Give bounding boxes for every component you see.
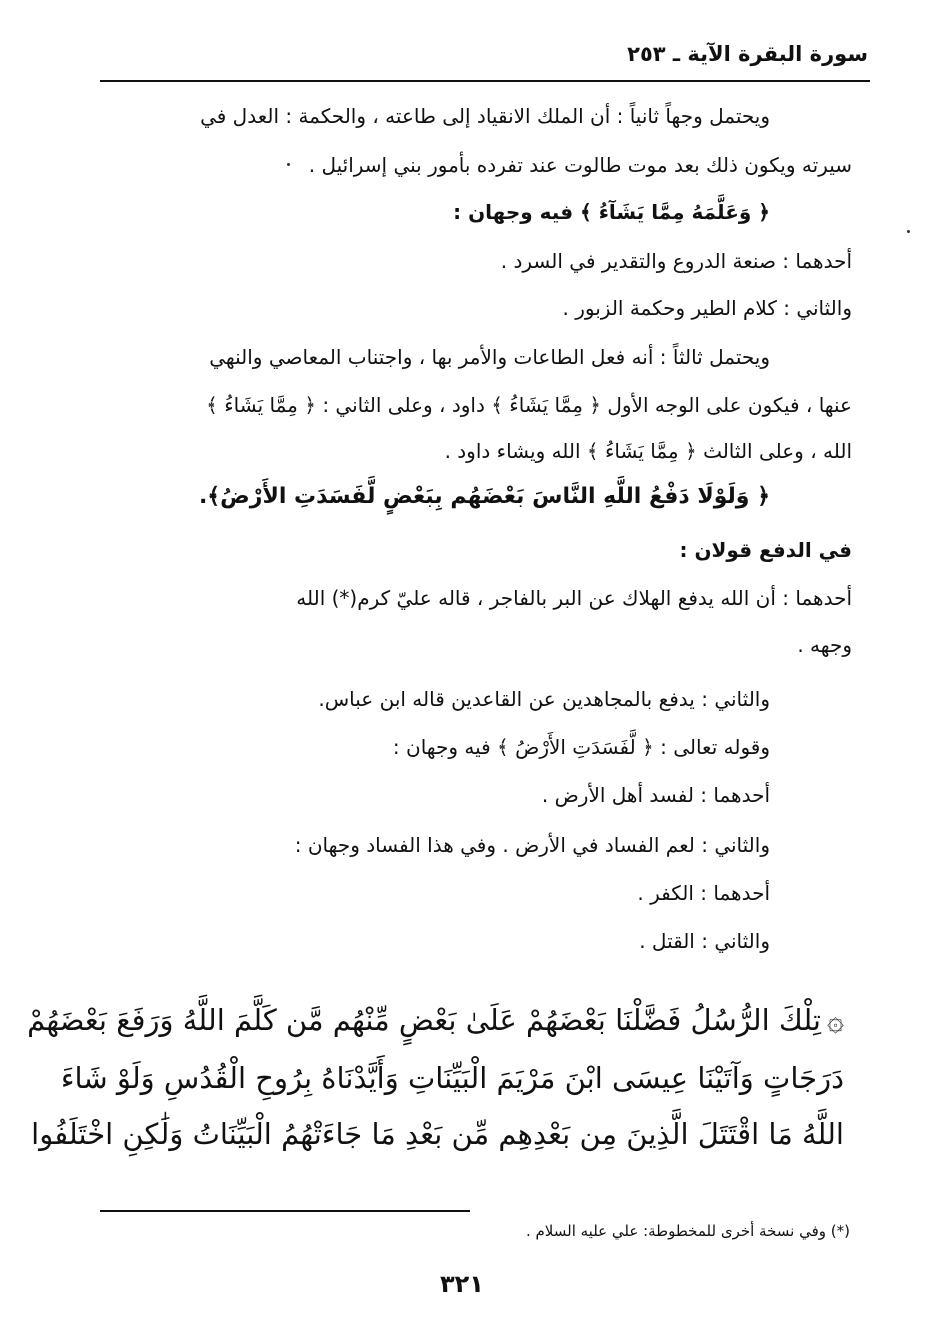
footnote: (*) وفي نسخة أخرى للمخطوطة: علي عليه السلام . xyxy=(525,1222,850,1240)
body-line-13: والثاني : يدفع بالمجاهدين عن القاعدين قاله ابن عباس. xyxy=(318,687,770,711)
body-line-10: في الدفع قولان : xyxy=(679,538,852,562)
body-line-18: والثاني : القتل . xyxy=(639,929,770,953)
body-line-12: وجهه . xyxy=(797,633,852,657)
body-line-14: وقوله تعالى : ﴿ لَّفَسَدَتِ الأَرْضُ ﴾ فيه وجهان : xyxy=(392,735,770,759)
body-line-15: أحدهما : لفسد أهل الأرض . xyxy=(541,783,770,807)
quran-line-1-text: تِلْكَ الرُّسُلُ فَضَّلْنَا بَعْضَهُمْ عَلَىٰ بَعْضٍ مِّنْهُم مَّن كَلَّمَ اللَّهُ وَرَفَعَ بَعْضَهُمْ xyxy=(27,1003,821,1037)
body-line-3: ﴿ وَعَلَّمَهُ مِمَّا يَشَآءُ ﴾ فيه وجهان : xyxy=(453,200,770,224)
body-line-6: ويحتمل ثالثاً : أنه فعل الطاعات والأمر بها ، واجتناب المعاصي والنهي xyxy=(209,345,770,369)
running-header: سورة البقرة الآية ـ ٢٥٣ xyxy=(627,42,868,66)
quran-line-1 xyxy=(27,998,844,1042)
stray-dot xyxy=(907,230,910,233)
body-line-1: ويحتمل وجهاً ثانياً : أن الملك الانقياد إلى طاعته ، والحكمة : العدل في xyxy=(200,104,770,128)
body-line-2: سيرته ويكون ذلك بعد موت طالوت عند تفرده بأمور بني إسرائيل . xyxy=(308,153,852,177)
quran-line-2: دَرَجَاتٍ وَآتَيْنَا عِيسَى ابْنَ مَرْيَمَ الْبَيِّنَاتِ وَأَيَّدْنَاهُ بِرُوحِ الْقُدُسِ وَلَوْ شَاءَ xyxy=(60,1061,844,1095)
body-line-5: والثاني : كلام الطير وحكمة الزبور . xyxy=(562,296,852,320)
quran-line-3: اللَّهُ مَا اقْتَتَلَ الَّذِينَ مِن بَعْدِهِم مِّن بَعْدِ مَا جَاءَتْهُمُ الْبَيِّنَاتُ وَلَٰكِنِ اخْتَلَفُوا xyxy=(31,1117,844,1151)
body-line-16: والثاني : لعم الفساد في الأرض . وفي هذا الفساد وجهان : xyxy=(294,833,770,857)
page-number: ٣٢١ xyxy=(440,1270,484,1298)
rub-el-hizb-icon: ۞ xyxy=(827,1003,844,1037)
footnote-rule xyxy=(100,1210,470,1212)
body-line-4: أحدهما : صنعة الدروع والتقدير في السرد . xyxy=(500,249,852,273)
body-line-8: الله ، وعلى الثالث ﴿ مِمَّا يَشَاءُ ﴾ الله ويشاء داود . xyxy=(444,439,852,463)
header-rule xyxy=(100,80,870,82)
body-line-7: عنها ، فيكون على الوجه الأول ﴿ مِمَّا يَشَاءُ ﴾ داود ، وعلى الثاني : ﴿ مِمَّا يَشَاءُ ﴾ xyxy=(206,393,852,417)
stray-dot xyxy=(287,163,290,166)
body-line-11: أحدهما : أن الله يدفع الهلاك عن البر بالفاجر ، قاله عليّ كرم(*) الله xyxy=(296,586,852,610)
body-line-17: أحدهما : الكفر . xyxy=(637,881,770,905)
body-line-9: ﴿ وَلَوْلَا دَفْعُ اللَّهِ النَّاسَ بَعْضَهُم بِبَعْضٍ لَّفَسَدَتِ الأَرْضُ﴾. xyxy=(198,484,770,509)
